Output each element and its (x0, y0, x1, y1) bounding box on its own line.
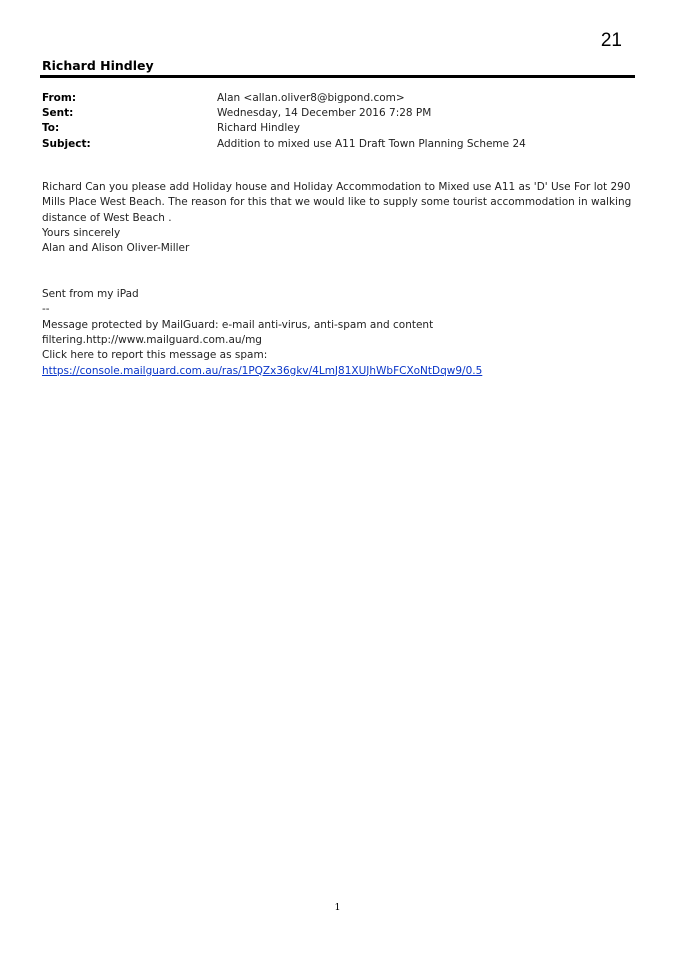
to-label: To: (42, 122, 60, 135)
report-spam-link-row (42, 364, 632, 379)
signature-separator: -- (42, 303, 50, 316)
closing-line: Yours sincerely (42, 226, 121, 239)
mailguard-notice-line2: filtering.http://www.mailguard.com.au/mg (42, 333, 262, 346)
report-spam-link[interactable]: https://console.mailguard.com.au/ras/1PQZx36gkv/4LmJ81XUJhWbFCXoNtDqw9/0.5 (42, 364, 483, 377)
subject-label: Subject: (42, 137, 91, 150)
from-value: Alan <allan.oliver8@bigpond.com> (217, 92, 405, 104)
subject-value: Addition to mixed use A11 Draft Town Planning Scheme 24 (217, 137, 526, 150)
sent-row (42, 106, 526, 121)
body-spacer (42, 256, 632, 287)
from-label: From: (42, 92, 77, 104)
header-divider (40, 75, 635, 78)
subject-row (42, 137, 526, 152)
page-number-bottom: 1 (334, 902, 341, 913)
mailguard-notice-line1: Message protected by MailGuard: e-mail anti-virus, anti-spam and content (42, 318, 434, 331)
mailbox-owner-name: Richard Hindley (42, 58, 154, 73)
signature-line: Alan and Alison Oliver-Miller (42, 242, 190, 255)
body-paragraph: Richard Can you please add Holiday house and Holiday Accommodation to Mixed use A11 as 'D' Use For lot 290 Mills Place West Beach. The reason for this that we would like to supply some tourist accommodation in walking distance of West Beach . (42, 181, 632, 224)
report-spam-text: Click here to report this message as spam: (42, 349, 268, 362)
page-number-top: 21 (600, 30, 622, 51)
sent-label: Sent: (42, 107, 74, 120)
to-row (42, 121, 526, 136)
from-row (42, 91, 526, 106)
email-body (42, 180, 632, 379)
sent-value: Wednesday, 14 December 2016 7:28 PM (217, 107, 432, 120)
email-header-block (42, 91, 526, 152)
to-value: Richard Hindley (217, 122, 300, 135)
sent-from-line: Sent from my iPad (42, 288, 139, 301)
